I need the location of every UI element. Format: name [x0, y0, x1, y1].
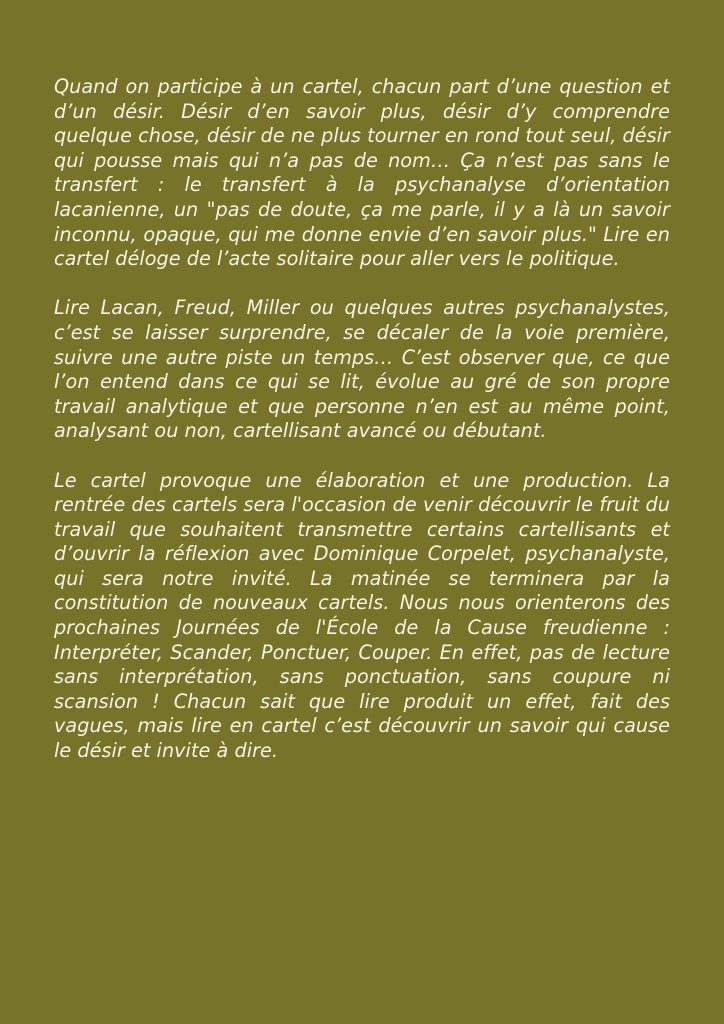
- paragraph-lire-lacan: Lire Lacan, Freud, Miller ou quelques autres psychanalystes, c’est se laisser surprendre, se décaler de la voie première, suivre une autre piste un temps… C’est observer que, ce que l’on entend dans ce qui se lit, évolue au gré de son propre travail analytique et que personne n’en est au même point, analysant ou non, cartellisant avancé ou débutant.: [54, 296, 670, 443]
- paragraph-cartel-desir: Quand on participe à un cartel, chacun part d’une question et d’un désir. Désir d’en savoir plus, désir d’y comprendre quelque chose, désir de ne plus tourner en rond tout seul, désir qui pousse mais qui n’a pas de nom… Ça n’est pas sans le transfert : le transfert à la psychanalyse d’orientation lacanienne, un "pas de doute, ça me parle, il y a là un savoir inconnu, opaque, qui me donne envie d’en savoir plus." Lire en cartel déloge de l’acte solitaire pour aller vers le politique.: [54, 75, 670, 271]
- paragraph-rentree-des-cartels: Le cartel provoque une élaboration et une production. La rentrée des cartels sera l'occasion de venir découvrir le fruit du travail que souhaitent transmettre certains cartellisants et d’ouvrir la réflexion avec Dominique Corpelet, psychanalyste, qui sera notre invité. La matinée se terminera par la constitution de nouveaux cartels. Nous nous orienterons des prochaines Journées de l'École de la Cause freudienne : Interpréter, Scander, Ponctuer, Couper. En effet, pas de lecture sans interprétation, sans ponctuation, sans coupure ni scansion ! Chacun sait que lire produit un effet, fait des vagues, mais lire en cartel c’est découvrir un savoir qui cause le désir et invite à dire.: [54, 468, 670, 763]
